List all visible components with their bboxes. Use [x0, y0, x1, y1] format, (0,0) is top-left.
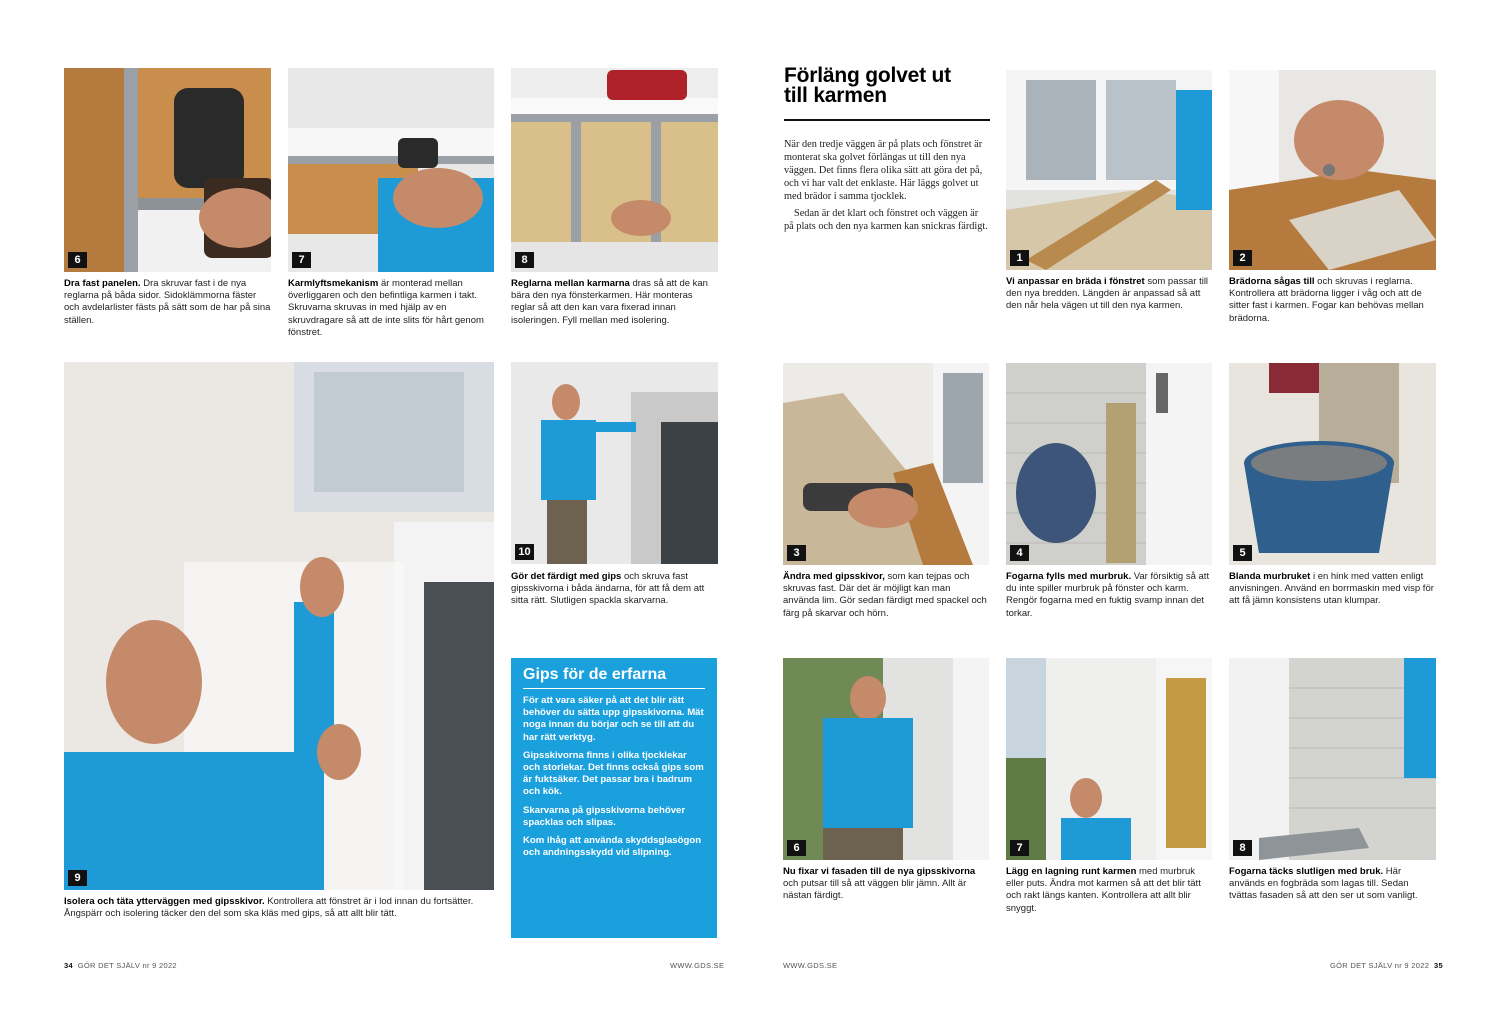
heading-divider	[784, 119, 990, 121]
caption-right-step-8	[1229, 866, 1436, 903]
caption-text: Kontrollera att fönstret är i lod innan du fortsätter. Ångspärr och isolering täcker den del som ska kläs med gips, så att allt blir tätt.	[64, 896, 474, 920]
intro-paragraph: När den tredje väggen är på plats och fönstret är monterat ska golvet förlängas ut till den nya väggen. Det finns flera olika sätt att göra det på, och vi har valt det enklaste. Här läggs golvet ut med brädor i samma tjocklek.	[784, 139, 983, 202]
page-number-right: 35	[1433, 961, 1443, 970]
caption-step-6	[64, 278, 271, 327]
step-number-badge: 7	[1010, 840, 1029, 856]
step-number-badge: 9	[68, 870, 87, 886]
fact-box-paragraph: Skarvarna på gipsskivorna behöver spacklas och slipas.	[523, 804, 686, 828]
caption-lead: Isolera och täta ytterväggen med gipsskivor.	[64, 896, 265, 907]
folio-right	[1330, 961, 1443, 970]
fact-box-paragraph: För att vara säker på att det blir rätt behöver du sätta upp gipsskivorna. Mät noga innan du börjar och se till att du har rätt verktyg.	[523, 695, 704, 743]
caption-right-step-1	[1006, 276, 1212, 313]
page-number-left: 34	[64, 961, 73, 970]
magazine-name-left: GÖR DET SJÄLV	[77, 961, 141, 970]
caption-step-9	[64, 896, 494, 920]
heading-line-1: Förläng golvet ut	[784, 64, 951, 87]
photo-step-9	[64, 362, 494, 890]
caption-lead: Gör det färdigt med gips	[511, 571, 622, 582]
fact-box-title: Gips för de erfarna	[523, 666, 667, 683]
step-number-badge: 5	[1233, 545, 1252, 561]
caption-lead: Dra fast panelen.	[64, 278, 141, 289]
caption-right-step-5	[1229, 571, 1436, 608]
heading-line-2: till karmen	[784, 84, 887, 107]
step-number-badge: 6	[68, 252, 87, 268]
issue-right: nr 9 2022	[1394, 961, 1430, 970]
caption-right-step-2	[1229, 276, 1436, 325]
step-number-badge: 3	[787, 545, 806, 561]
fact-box-paragraph: Gipsskivorna finns i olika tjocklekar och storlekar. Det finns också gips som är fuktsäker. Det passar bra i badrum och kök.	[523, 749, 704, 798]
photo-step-8	[511, 68, 718, 272]
caption-text: och putsar till så att väggen blir jämn. Allt är nästan färdigt.	[783, 878, 967, 902]
step-number-badge: 4	[1010, 545, 1029, 561]
step-number-badge: 8	[1233, 840, 1252, 856]
caption-right-step-6	[783, 866, 989, 903]
step-number-badge: 6	[787, 840, 806, 856]
caption-lead: Nu fixar vi fasaden till de nya gipsskivorna	[783, 866, 976, 877]
caption-lead: Reglarna mellan karmarna	[511, 278, 630, 289]
caption-lead: Lägg en lagning runt karmen	[1006, 866, 1137, 877]
caption-step-8	[511, 278, 718, 327]
step-number-badge: 2	[1233, 250, 1252, 266]
folio-right-site: WWW.GDS.SE	[783, 961, 838, 970]
photo-right-step-6	[783, 658, 989, 860]
intro-text	[784, 138, 990, 233]
caption-text: som passar till den nya bredden. Längden är anpassad så att den når hela vägen ut till den nya karmen.	[1006, 276, 1209, 312]
caption-text: Var försiktig så att du inte spiller murbruk på fönster och karm. Rengör fogarna med en fuktig svamp innan det torkar.	[1006, 571, 1210, 619]
photo-right-step-2	[1229, 70, 1436, 270]
fact-box	[511, 658, 717, 938]
caption-lead: Vi anpassar en bräda i fönstret	[1006, 276, 1145, 287]
folio-left	[64, 961, 177, 970]
step-number-badge: 8	[515, 252, 534, 268]
caption-text: i en hink med vatten enligt anvisningen. Använd en borrmaskin med visp för att få jämn konsistens utan klumpar.	[1229, 571, 1434, 607]
caption-step-7	[288, 278, 494, 339]
caption-right-step-3	[783, 571, 989, 620]
issue-left: nr 9 2022	[142, 961, 177, 970]
caption-lead: Blanda murbruket	[1229, 571, 1311, 582]
step-number-badge: 10	[515, 544, 534, 560]
caption-text: med murbruk eller puts. Ändra mot karmen så att det blir tätt och rakt längs kanten. Kontrollera att allt blir snyggt.	[1006, 866, 1201, 914]
folio-left-site: WWW.GDS.SE	[670, 961, 725, 970]
photo-right-step-8	[1229, 658, 1436, 860]
step-number-badge: 7	[292, 252, 311, 268]
photo-step-10	[511, 362, 718, 564]
caption-text: Dra skruvar fast i de nya reglarna på båda sidor. Sidoklämmorna fäster och avdelarlister fästs på sätt som de har på sina ställen.	[64, 278, 271, 326]
photo-right-step-5	[1229, 363, 1436, 565]
caption-text: dras så att de kan bära den nya fönsterkarmen. Här monteras reglar så att den kan vara fixerad innan isoleringen. Fyll mellan med isolering.	[511, 278, 708, 326]
caption-text: Här används en fogbräda som lagas till. Sedan tvättas fasaden så att den ser ut som vanligt.	[1229, 866, 1418, 902]
fact-box-paragraph: Kom ihåg att använda skyddsglasögon och andningsskydd vid slipning.	[523, 835, 702, 859]
caption-text: och skruvas i reglarna. Kontrollera att brädorna ligger i våg och att de sitter fast i karmen. Fogar kan behövas mellan brädorna.	[1229, 276, 1424, 324]
photo-right-step-7	[1006, 658, 1212, 860]
photo-right-step-4	[1006, 363, 1212, 565]
caption-lead: Brädorna sågas till	[1229, 276, 1315, 287]
photo-step-7	[288, 68, 494, 272]
caption-right-step-7	[1006, 866, 1212, 915]
caption-lead: Fogarna täcks slutligen med bruk.	[1229, 866, 1384, 877]
magazine-name-right: GÖR DET SJÄLV	[1330, 961, 1393, 970]
photo-step-6	[64, 68, 271, 272]
caption-text: och skruva fast gipsskivorna i båda ändarna, för att få dem att sitta rätt. Slutligen spackla skarvarna.	[511, 571, 705, 607]
photo-right-step-3	[783, 363, 989, 565]
caption-right-step-4	[1006, 571, 1212, 620]
caption-text: som kan tejpas och skruvas fast. Där det är möjligt kan man använda lim. Gör sedan färdigt med spackel och färg på skarvar och hörn.	[783, 571, 987, 619]
photo-right-step-1	[1006, 70, 1212, 270]
article-heading	[784, 66, 994, 106]
fact-box-divider	[523, 688, 705, 689]
caption-lead: Fogarna fylls med murbruk.	[1006, 571, 1132, 582]
caption-step-10	[511, 571, 718, 608]
intro-paragraph: Sedan är det klart och fönstret och väggen är på plats och den nya karmen kan snickras färdigt.	[784, 208, 988, 232]
caption-lead: Karmlyftsmekanism	[288, 278, 379, 289]
caption-lead: Ändra med gipsskivor,	[783, 571, 885, 582]
caption-text: är monterad mellan överliggaren och den befintliga karmen i takt. Skruvarna skruvas in med hjälp av en skruvdragare så att de inte slits för hårt genom fönstret.	[288, 278, 484, 338]
step-number-badge: 1	[1010, 250, 1029, 266]
